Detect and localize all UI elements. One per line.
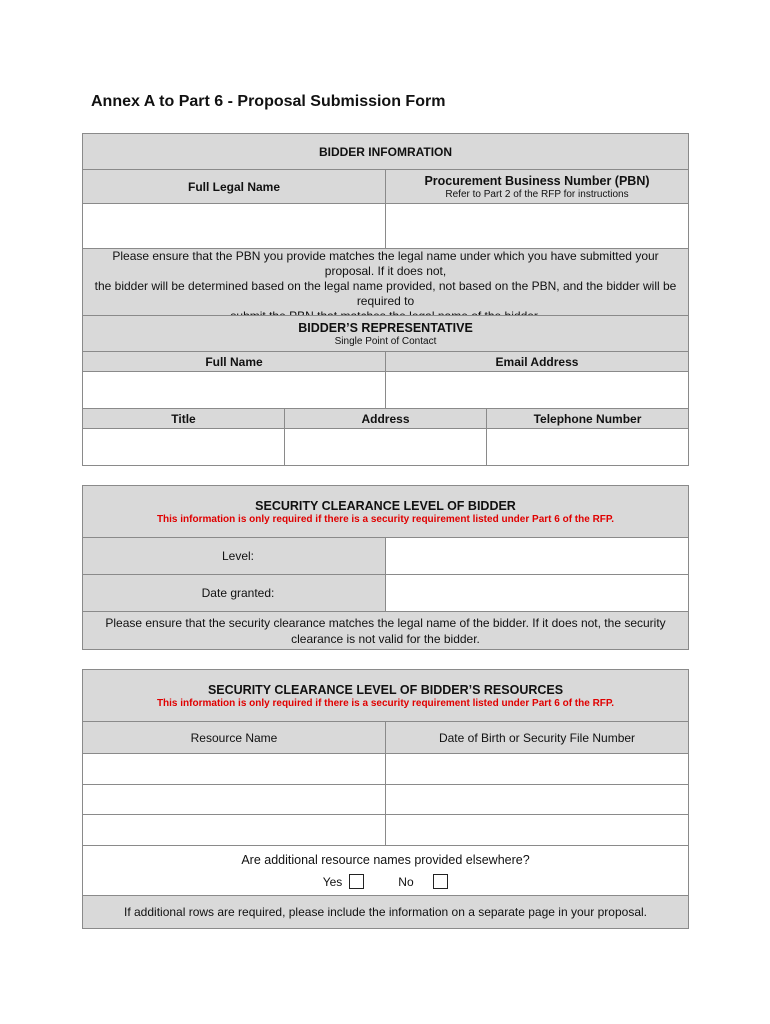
security-bidder-note-line: Please ensure that the security clearance matches the legal name of the bidder. If it does not, the security [105,615,666,630]
telephone-number-input[interactable] [487,429,689,466]
bidder-information-heading: BIDDER INFOMRATION [83,134,689,170]
resource-name-input[interactable] [83,785,386,815]
pbn-note [83,249,689,325]
page-title: Annex A to Part 6 - Proposal Submission Form [91,93,446,110]
representative-heading: BIDDER’S REPRESENTATIVE [298,321,473,335]
security-resources-heading-cell [83,670,689,722]
email-address-label: Email Address [386,352,689,372]
address-input[interactable] [285,429,487,466]
pbn-instruction: Refer to Part 2 of the RFP for instructions [445,189,629,200]
no-checkbox[interactable] [433,874,448,889]
security-resources-heading: SECURITY CLEARANCE LEVEL OF BIDDER’S RESOURCES [207,683,564,697]
pbn-header [386,170,689,204]
yes-label: Yes [322,874,343,889]
level-input[interactable] [386,538,689,575]
security-bidder-note [83,612,689,650]
title-label: Title [83,409,285,429]
dob-security-file-input[interactable] [386,754,689,785]
representative-heading-cell [83,316,689,352]
pbn-input[interactable] [386,204,689,249]
address-label: Address [285,409,487,429]
full-name-input[interactable] [83,372,386,409]
security-resources-notice: This information is only required if there is a security requirement listed under Part 6 of the RFP. [156,698,615,709]
full-name-label: Full Name [83,352,386,372]
bidder-information-table [82,133,689,325]
full-legal-name-input[interactable] [83,204,386,249]
additional-resources-question: Are additional resource names provided elsewhere? [241,852,530,867]
dob-security-file-label: Date of Birth or Security File Number [386,722,689,754]
additional-rows-note: If additional rows are required, please include the information on a separate page in your proposal. [83,896,689,929]
security-bidder-note-line: clearance is not valid for the bidder. [291,631,480,646]
security-bidder-notice: This information is only required if there is a security requirement listed under Part 6 of the RFP. [156,514,615,525]
pbn-note-line: the bidder will be determined based on the legal name provided, not based on the PBN, and the bidder will be required to [94,279,677,308]
date-granted-label: Date granted: [83,575,386,612]
security-clearance-bidder-table [82,485,689,650]
resource-name-input[interactable] [83,754,386,785]
security-bidder-heading-cell [83,486,689,538]
additional-resources-cell [83,846,689,896]
level-label: Level: [83,538,386,575]
yes-checkbox[interactable] [349,874,364,889]
bidder-representative-table [82,315,689,466]
security-clearance-resources-table [82,669,689,929]
resource-name-label: Resource Name [83,722,386,754]
no-label: No [398,874,414,889]
full-legal-name-label: Full Legal Name [83,170,386,204]
pbn-label: Procurement Business Number (PBN) [424,174,650,188]
title-input[interactable] [83,429,285,466]
telephone-number-label: Telephone Number [487,409,689,429]
yes-no-options [83,874,688,889]
representative-subheading: Single Point of Contact [334,336,437,347]
security-bidder-heading: SECURITY CLEARANCE LEVEL OF BIDDER [255,499,516,513]
resource-name-input[interactable] [83,815,386,846]
date-granted-input[interactable] [386,575,689,612]
dob-security-file-input[interactable] [386,785,689,815]
email-address-input[interactable] [386,372,689,409]
dob-security-file-input[interactable] [386,815,689,846]
pbn-note-line: Please ensure that the PBN you provide matches the legal name under which you have submitted your proposal. If it does not, [112,249,659,278]
